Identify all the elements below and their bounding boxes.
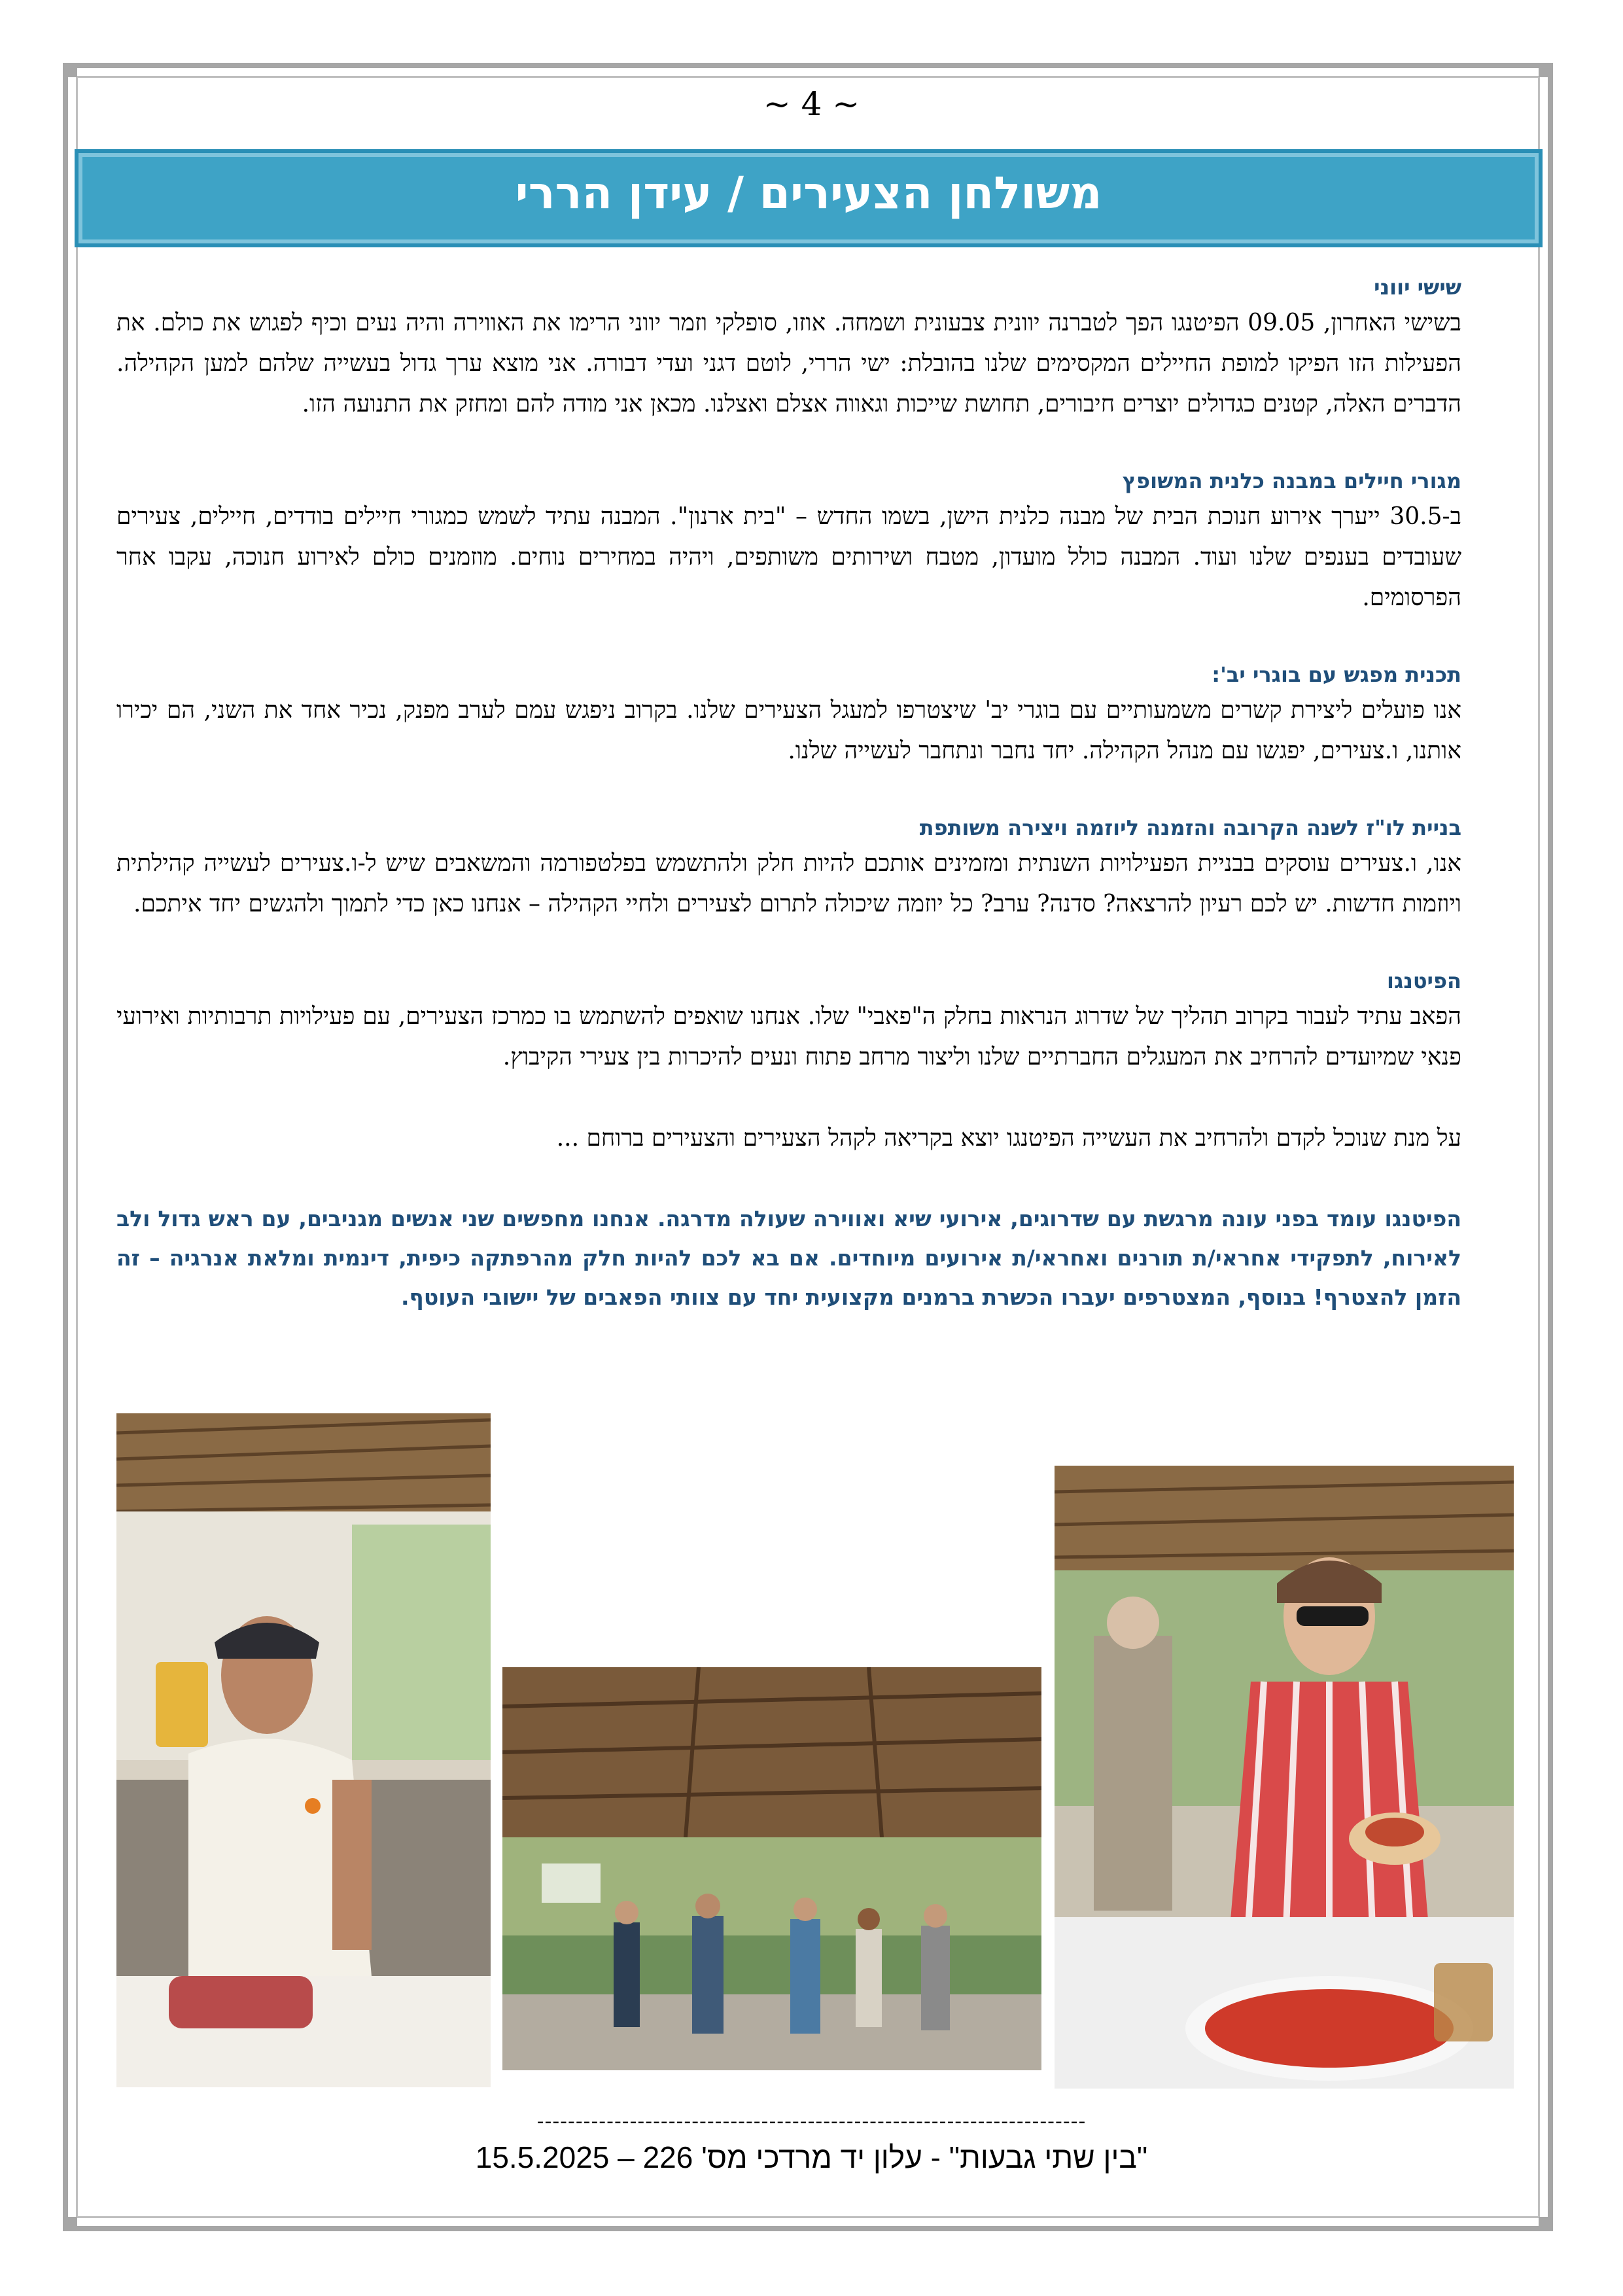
section-text: אנו, ו.צעירים עוסקים בבניית הפעילויות השנתית ומזמינים אותכם להיות חלק ולהתשמש בפלטפורמה והמשאבים שיש ל-ו.צעירים לעשייה קהילתית ויוזמות חדשות. יש לכם רעיון להרצאה? סדנה? ערב? כל יוזמה שיכולה לתרום לצעירים ולחיי הקהילה – אנחנו כאן כדי לתמוך ולהגשים יחד איתכם. — [116, 850, 1461, 917]
border-corner — [1539, 63, 1553, 77]
section-text: ב-30.5 ייערך אירוע חנוכת הבית של מבנה כלנית הישן, בשמו החדש – "בית ארנון". המבנה עתיד לשמש כמגורי חיילים בודדים, חיילים, צעירים שעובדים בענפים שלנו ועוד. המבנה כולל מועדון, מטבח ושירותים משותפים, ויהיה במחירים נוחים. מוזמנים כולם לאירוע חנוכה, עקבו אחר הפרסומים. — [116, 503, 1461, 611]
footer-publication-info: "בין שתי גבעות" - עלון יד מרדכי מס' 226 – 15.5.2025 — [475, 2140, 1148, 2174]
section-text: הפאב עתיד לעבור בקרוב תהליך של שדרוג הנראות בחלק ה"פאבי" שלו. אנחנו שואפים להשתמש בו כמרכז הצעירים, עם פעילויות תרבותיות ואירועי פנאי שמיועדים להרחיב את המעגלים החברתיים שלנו וליצור מרחב פתוח ונעים להיכרות בין צעירי הקיבוץ. — [116, 1003, 1461, 1070]
page-title: משולחן הצעירים / עידן הררי — [515, 168, 1102, 219]
section-text: אנו פועלים ליצירת קשרים משמעותיים עם בוגרי יב' שיצטרפו למעגל הצעירים שלנו. בקרוב ניפגש עמם לערב מפנק, נכיר אחד את השני, הם יכירו אותנו, ו.צעירים, יפגשו עם מנהל הקהילה. יחד נחבר ונתחבר לעשייה שלנו. — [116, 697, 1461, 764]
border-corner — [1539, 2217, 1553, 2231]
section-title: הפיטנגו — [1387, 968, 1461, 993]
section-text: בשישי האחרון, 09.05 הפיטנגו הפך לטברנה יוונית צבעונית ושמחה. אוזו, סופלקי וזמר יווני הרימו את האווירה והיה נעים וכיף לפגוש את כולם. את הפעילות הזו הפיקו למופת החיילים המקסימים שלנו בהובלת: ישי הררי, לוטם דגני ועדי דבורה. אני מוצא ערך גדול בעשייה שלהם למען הקהילה. הדברים האלה, קטנים כגדולים יוצרים חיבורים, תחושת שייכות וגאווה אצלם ואצלנו. מכאן אני מודה להם ומחזק את התנועה הזו. — [116, 309, 1461, 417]
border-corner — [63, 63, 77, 77]
photo-man-with-beer — [116, 1413, 491, 2087]
highlight-callout: הפיטנגו עומד בפני עונה מרגשת עם שדרוגים, אירועי שיא ואווירה שעולה מדרגה. אנחנו מחפשים שני אנשים מגניבים, עם ראש גדול ולב לאירוח, לתפקידי אחראי/ת תורנים ואחראי/ת אירועים מיוחדים. אם בא לכם להיות חלק מהרפתקה כיפית, דינמית ומלאת אנרגיה – זה הזמן להצטרף! בנוסף, המצטרפים יעברו הכשרת ברמנים מקצועית יחד עם צוותי הפאבים של יישובי העוטף. — [116, 1206, 1461, 1310]
border-corner — [63, 2217, 77, 2231]
section-soldiers-housing — [116, 465, 1461, 618]
photo-outdoor-gathering — [502, 1667, 1041, 2070]
section-pitango — [116, 965, 1461, 1078]
section-title: שישי יווני — [1374, 275, 1461, 300]
section-title: תכנית מפגש עם בוגרי יב': — [1212, 662, 1461, 687]
section-schedule-initiative — [116, 812, 1461, 925]
section-graduates-meeting — [116, 659, 1461, 771]
section-greek-friday — [116, 272, 1461, 425]
section-title: מגורי חיילים במבנה כלנית המשופץ — [1122, 468, 1461, 493]
article-body — [116, 272, 1461, 1317]
photo-cooking-apron — [1055, 1466, 1514, 2089]
closing-text: על מנת שנוכל לקדם ולהרחיב את העשייה הפיטנגו יוצא בקריאה לקהל הצעירים והצעירים ברוחם ... — [556, 1125, 1461, 1152]
footer-separator: ----------------------------------------------------------------------- — [536, 2110, 1087, 2133]
section-title: בניית לו"ז לשנה הקרובה והזמנה ליוזמה ויצירה משותפת — [919, 815, 1461, 840]
title-banner — [75, 149, 1543, 247]
page-number: ~ 4 ~ — [763, 85, 860, 123]
